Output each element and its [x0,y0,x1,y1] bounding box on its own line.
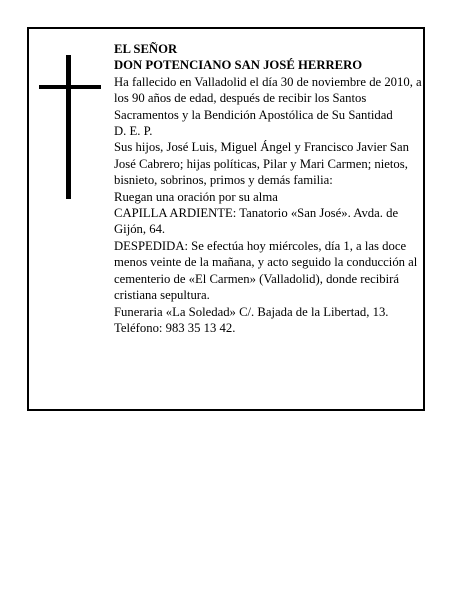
family-text: Sus hijos, José Luis, Miguel Ángel y Francisco Javier San José Cabrero; hijas políticas, Pilar y Mari Carmen; nietos, bisnieto, sobrinos, primos y demás familia: [114,140,409,188]
cross-vertical-bar [66,55,71,199]
obituary-text [114,41,426,336]
deceased-name: DON POTENCIANO SAN JOSÉ HERRERO [114,58,363,73]
obituary-notice [27,27,425,411]
farewell-info: DESPEDIDA: Se efectúa hoy miércoles, día 1, a las doce menos veinte de la mañana, y acto seguido la conducción al cementerio de «El Carmen» (Valladolid), donde recibirá cristiana sepultura. [114,238,418,303]
chapel-info: CAPILLA ARDIENTE: Tanatorio «San José». Avda. de Gijón, 64. [114,206,399,237]
death-info: Ha fallecido en Valladolid el día 30 de noviembre de 2010, a los 90 años de edad, después de recibir los Santos Sacramentos y la Bendición Apostólica de Su Santidad [114,74,422,122]
prayer-request: Ruegan una oración por su alma [114,189,278,204]
cross-horizontal-bar [39,85,101,89]
funeral-home-info: Funeraria «La Soledad» C/. Bajada de la Libertad, 13. Teléfono: 983 35 13 42. [114,304,389,335]
title-line-1: EL SEÑOR [114,42,178,56]
rip-text: D. E. P. [114,124,153,139]
cross-icon [39,55,101,199]
